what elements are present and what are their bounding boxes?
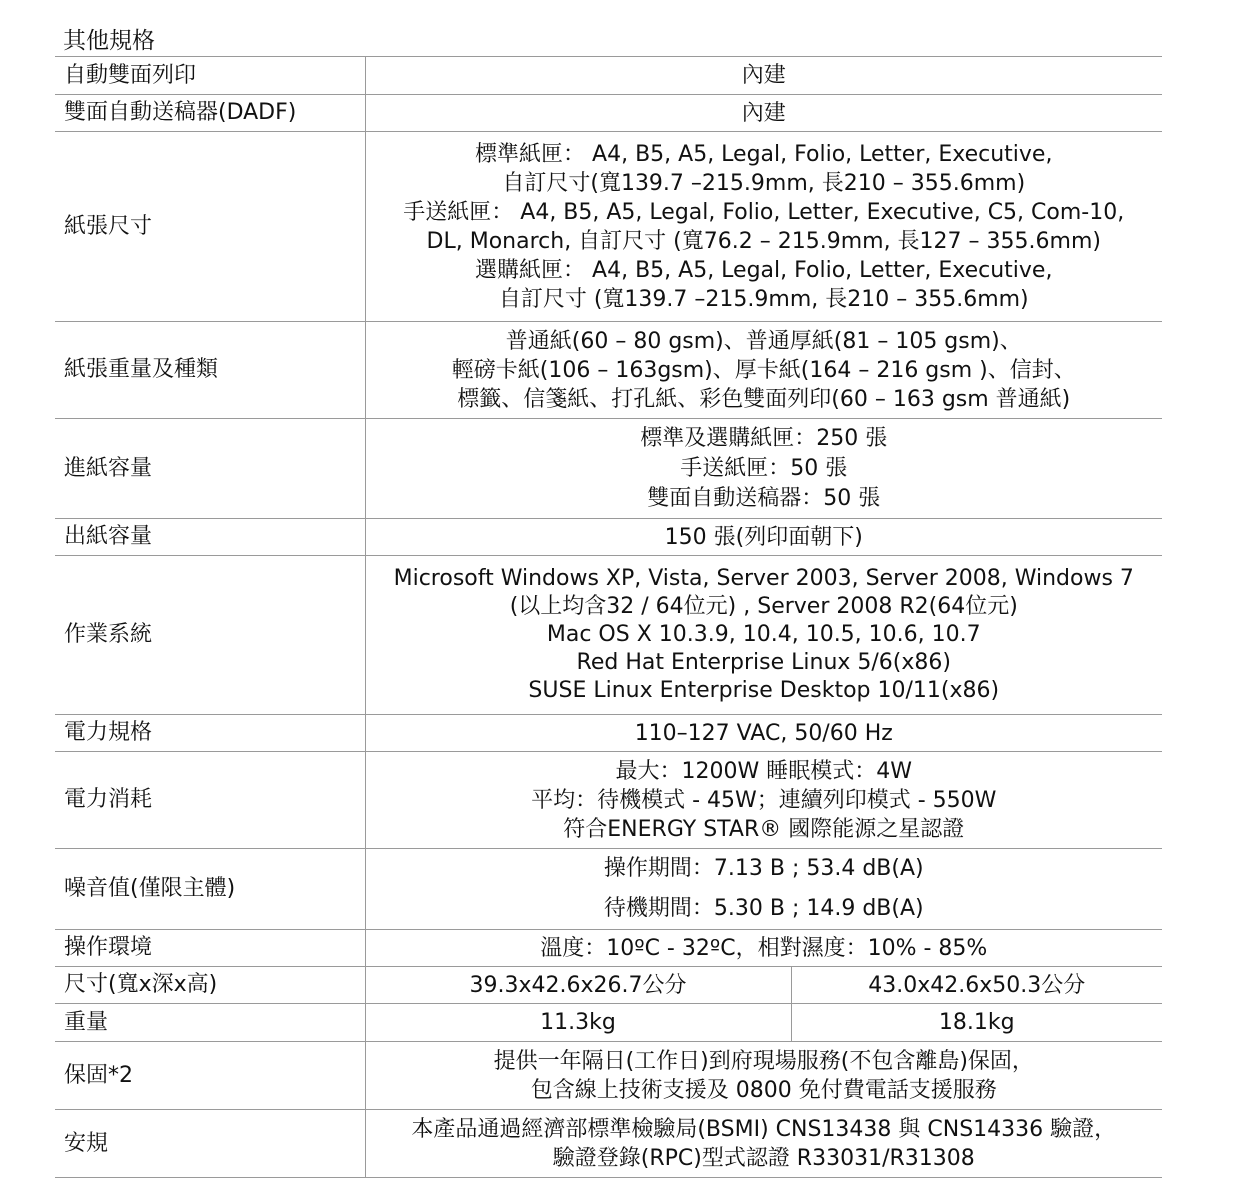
spec-label: 進紙容量 [55,419,365,519]
spec-value-line: 標準及選購紙匣：250 張 [640,425,888,451]
spec-value-line: 待機期間：5.30 B ; 14.9 dB(A) [603,896,924,921]
spec-label: 尺寸(寬x深x高) [55,967,365,1004]
spec-value [365,752,1162,849]
spec-row [55,1110,1162,1178]
spec-value [365,519,1162,556]
spec-value-split: 11.3kg [365,1004,791,1042]
spec-row [55,715,1162,752]
spec-value-split: 39.3x42.6x26.7公分 [365,967,791,1004]
spec-value-line: 手送紙匣：50 張 [680,455,848,481]
spec-value [365,715,1162,752]
spec-value-line: 選購紙匣： A4, B5, A5, Legal, Folio, Letter, Executive, [475,257,1053,283]
spec-value-line: 內建 [741,100,786,126]
spec-value-line: 自訂尺寸 (寬139.7 –215.9mm, 長210 – 355.6mm) [498,286,1029,312]
spec-value-line: 溫度：10ºC - 32ºC，相對濕度：10% - 85% [540,935,988,961]
spec-row [55,849,1162,930]
spec-value-line: 手送紙匣： A4, B5, A5, Legal, Folio, Letter, Executive, C5, Com-10, [403,199,1125,225]
spec-value [365,419,1162,519]
spec-value [365,57,1162,95]
spec-row [55,419,1162,519]
spec-value-line: 雙面自動送稿器：50 張 [647,485,881,511]
spec-row [55,519,1162,556]
spec-value [365,95,1162,132]
spec-value-line: 輕磅卡紙(106 – 163gsm)、厚卡紙(164 – 216 gsm )、信封、 [451,357,1076,383]
spec-value [365,849,1162,930]
spec-value-line: 驗證登錄(RPC)型式認證 R33031/R31308 [552,1145,975,1171]
spec-value-line: Mac OS X 10.3.9, 10.4, 10.5, 10.6, 10.7 [546,622,981,647]
spec-value-line: 操作期間：7.13 B ; 53.4 dB(A) [603,856,924,881]
spec-value-line: 平均：待機模式 - 45W；連續列印模式 - 550W [531,787,997,813]
spec-value-line: 標準紙匣： A4, B5, A5, Legal, Folio, Letter, Executive, [475,141,1053,167]
spec-value-line: 提供一年隔日(工作日)到府現場服務(不包含離島)保固， [493,1048,1034,1074]
spec-label: 出紙容量 [55,519,365,556]
spec-value-line: 最大：1200W 睡眠模式：4W [615,758,912,784]
spec-label: 自動雙面列印 [55,57,365,95]
spec-label: 噪音值(僅限主體) [55,849,365,930]
spec-row [55,930,1162,967]
spec-value [365,132,1162,322]
spec-value [365,1042,1162,1110]
spec-row [55,967,1162,1004]
spec-label: 雙面自動送稿器(DADF) [55,95,365,132]
spec-table [55,56,1162,1178]
spec-row [55,1042,1162,1110]
spec-value-line: 本產品通過經濟部標準檢驗局(BSMI) CNS13438 與 CNS14336 驗證， [411,1116,1117,1142]
spec-value-line: 內建 [741,63,786,88]
spec-value-line: 150 張(列印面朝下) [664,524,863,550]
spec-value [365,322,1162,419]
spec-row [55,57,1162,95]
spec-value-line: 普通紙(60 – 80 gsm)、普通厚紙(81 – 105 gsm)、 [505,328,1022,354]
spec-label: 電力規格 [55,715,365,752]
spec-row [55,752,1162,849]
spec-row [55,556,1162,715]
spec-value-split: 18.1kg [791,1004,1162,1042]
spec-value-line: 包含線上技術支援及 0800 免付費電話支援服務 [530,1077,997,1103]
spec-value-line: 自訂尺寸(寬139.7 –215.9mm, 長210 – 355.6mm) [502,170,1026,196]
spec-value-line: 110–127 VAC, 50/60 Hz [634,720,893,746]
spec-label: 作業系統 [55,556,365,715]
page-title: 其他規格 [63,28,155,54]
spec-value-split: 43.0x42.6x50.3公分 [791,967,1162,1004]
spec-label: 紙張尺寸 [55,132,365,322]
spec-value-line: 標籤、信箋紙、打孔紙、彩色雙面列印(60 – 163 gsm 普通紙) [457,386,1071,412]
spec-value [365,556,1162,715]
spec-label: 安規 [55,1110,365,1178]
spec-value-line: Microsoft Windows XP, Vista, Server 2003, Server 2008, Windows 7 [393,566,1134,591]
spec-label: 紙張重量及種類 [55,322,365,419]
spec-label: 重量 [55,1004,365,1042]
spec-value-line: SUSE Linux Enterprise Desktop 10/11(x86) [528,678,1000,703]
spec-value-line: 符合ENERGY STAR® 國際能源之星認證 [563,816,965,842]
spec-value-line: (以上均含32 / 64位元) , Server 2008 R2(64位元) [509,594,1018,619]
spec-row [55,132,1162,322]
spec-label: 電力消耗 [55,752,365,849]
spec-label: 保固*2 [55,1042,365,1110]
spec-row [55,322,1162,419]
spec-value [365,930,1162,967]
spec-row [55,1004,1162,1042]
spec-value-line: Red Hat Enterprise Linux 5/6(x86) [576,650,951,675]
spec-row [55,95,1162,132]
spec-label: 操作環境 [55,930,365,967]
spec-value [365,1110,1162,1178]
spec-value-line: DL, Monarch, 自訂尺寸 (寬76.2 – 215.9mm, 長127 – 355.6mm) [426,228,1101,254]
